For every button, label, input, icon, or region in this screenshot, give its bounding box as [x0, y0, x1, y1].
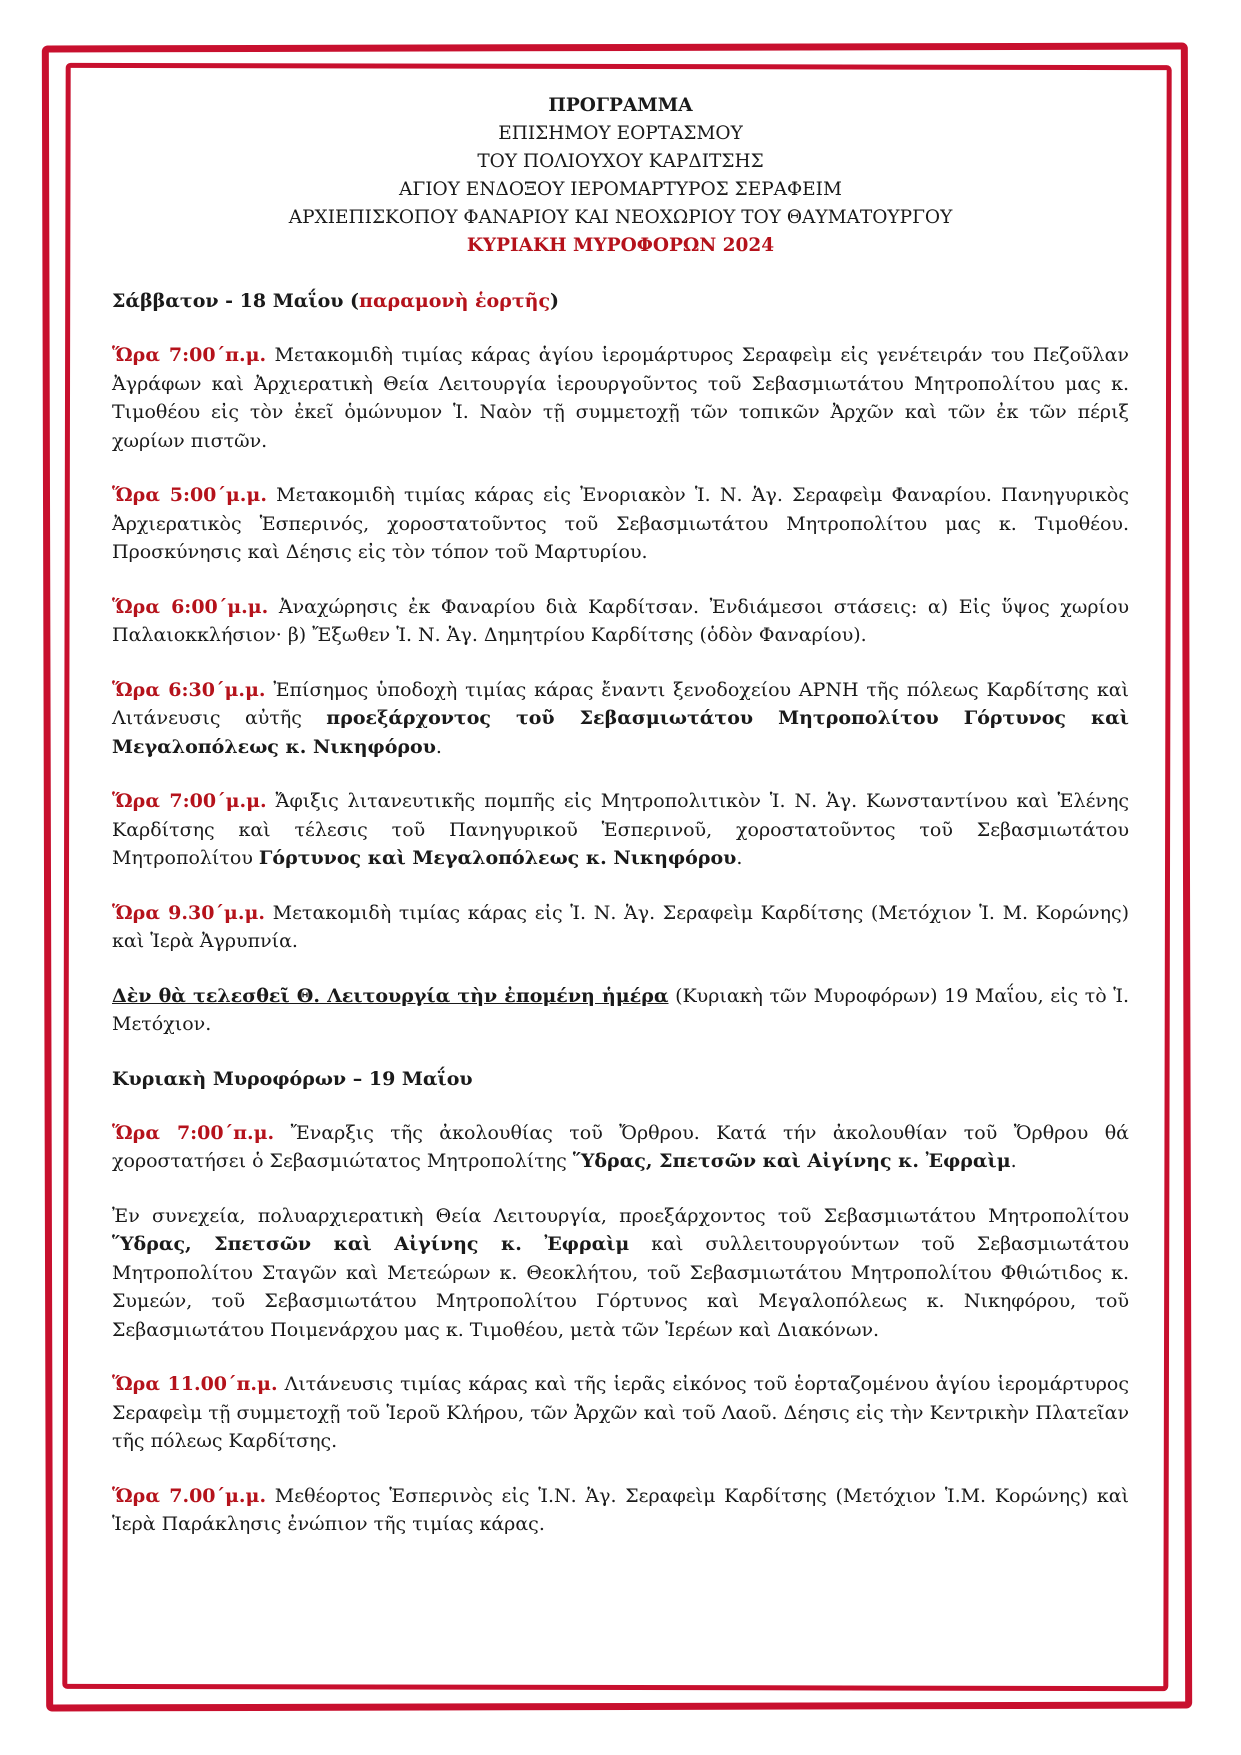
document-subtitle: ΚΥΡΙΑΚΗ ΜΥΡΟΦΟΡΩΝ 2024 — [466, 235, 775, 256]
entry-end: . — [1010, 1150, 1017, 1172]
header-line-4: ΑΡΧΙΕΠΙΣΚΟΠΟΥ ΦΑΝΑΡΙΟΥ ΚΑΙ ΝΕΟΧΩΡΙΟΥ ΤΟΥ ΘΑΥΜΑΤΟΥΡΓΟΥ — [288, 207, 953, 228]
header-line-1: ΕΠΙΣΗΜΟΥ ΕΟΡΤΑΣΜΟΥ — [498, 123, 743, 144]
entry-text: Ἀναχώρησις ἐκ Φαναρίου διὰ Καρδίτσαν. Ἐνδιάμεσοι στάσεις: α) Εἰς ὕψος χωρίου Παλαιοκκλήσιον· β) Ἔξωθεν Ἱ. Ν. Ἁγ. Δημητρίου Καρδίτσης (ὁδὸν Φαναρίου). — [112, 595, 1129, 646]
entry-text: Μετακομιδὴ τιμίας κάρας ἁγίου ἱερομάρτυρος Σεραφεὶμ εἰς γενέτειράν του Πεζοῦλαν Ἀγράφων καὶ Ἀρχιερατικὴ Θεία Λειτουργία ἱερουργοῦντος τοῦ Σεβασμιωτάτου Μητροπολίτου μας κ. Τιμοθέου εἰς τὸν ἐκεῖ ὁμώνυμον Ἱ. Ναὸν τῇ συμμετοχῇ τῶν τοπικῶν Ἀρχῶν καὶ τῶν ἐκ τῶν πέριξ χωρίων πιστῶν. — [112, 344, 1129, 452]
entry-time: Ὥρα 6:30΄μ.μ. — [112, 678, 266, 701]
entry-time: Ὥρα 7.00΄μ.μ. — [112, 1484, 267, 1507]
notice-underlined: Δὲν θὰ τελεσθεῖ Θ. Λειτουργία τὴν ἐπομένη ἡμέρα — [112, 984, 669, 1007]
day-note: παραμονὴ ἑορτῆς — [359, 290, 551, 312]
entry-text-start: Ἐν συνεχεία, πολυαρχιερατικὴ Θεία Λειτουργία, προεξάρχοντος τοῦ Σεβασμιωτάτου Μητροπολίτου — [112, 1204, 1129, 1227]
notice-text: (Κυριακὴ τῶν Μυροφόρων) 19 Μαΐου, εἰς τὸ Ἱ. Μετόχιον. — [112, 984, 1129, 1035]
document-title: ΠΡΟΓΡΑΜΜΑ — [548, 95, 693, 116]
day-label-close: ) — [550, 290, 560, 312]
entry-time: Ὥρα 11.00΄π.μ. — [112, 1373, 278, 1395]
entry-bold-text: Ὕδρας, Σπετσῶν καὶ Αἰγίνης κ. Ἐφραὶμ — [112, 1233, 630, 1255]
entry-text: Ἐπίσημος ὑποδοχὴ τιμίας κάρας ἔναντι ξενοδοχείου ΑΡΝΗ τῆς πόλεως Καρδίτσης καὶ Λιτάνευσις αὐτῆς — [112, 678, 1129, 729]
entry-time: Ὥρα 7:00΄π.μ. — [112, 344, 267, 366]
schedule-entry — [112, 1370, 1129, 1456]
schedule-entry — [112, 1482, 1129, 1539]
entry-text: Λιτάνευσις τιμίας κάρας καὶ τῆς ἱερᾶς εἰκόνος τοῦ ἑορταζομένου ἁγίου ἱερομάρτυρος Σεραφεὶμ τῇ συμμετοχῇ τοῦ Ἱεροῦ Κλήρου, τῶν Ἀρχῶν καὶ τοῦ Λαοῦ. Δέησις εἰς τὴν Κεντρικὴν Πλατεῖαν τῆς πόλεως Καρδίτσης. — [112, 1373, 1130, 1452]
schedule-entry — [112, 341, 1129, 455]
entry-text: Ἔναρξις τῆς ἀκολουθίας τοῦ Ὄρθρου. Κατά τήν ἀκολουθίαν τοῦ Ὄρθρου θά χοροστατήσει ὁ Σεβασμιώτατος Μητροπολίτης — [112, 1121, 1129, 1172]
schedule-entry — [112, 593, 1129, 650]
entry-text: Μετακομιδὴ τιμίας κάρας εἰς Ἱ. Ν. Ἁγ. Σεραφεὶμ Καρδίτσης (Μετόχιον Ἱ. Μ. Κορώνης) καὶ Ἱερὰ Ἀγρυπνία. — [112, 901, 1130, 952]
schedule-entry — [112, 1119, 1129, 1176]
document-body — [112, 92, 1129, 1539]
liturgy-notice — [112, 982, 1129, 1039]
schedule-entry — [112, 787, 1129, 873]
entry-time: Ὥρα 6:00΄μ.μ. — [112, 595, 269, 618]
day-label: Σάββατον - 18 Μαΐου ( — [112, 290, 360, 312]
header-line-2: ΤΟΥ ΠΟΛΙΟΥΧΟΥ ΚΑΡΔΙΤΣΗΣ — [477, 151, 764, 172]
entry-bold-text: Γόρτυνος καὶ Μεγαλοπόλεως κ. Νικηφόρου — [258, 847, 737, 869]
schedule-entry — [112, 1202, 1129, 1345]
entry-text: Μετακομιδὴ τιμίας κάρας εἰς Ἐνοριακὸν Ἱ. Ν. Ἁγ. Σεραφεὶμ Φαναρίου. Πανηγυρικὸς Ἀρχιερατικὸς Ἑσπερινός, χοροστατοῦντος τοῦ Σεβασμιωτάτου Μητροπολίτου μας κ. Τιμοθέου. Προσκύνησις καὶ Δέησις εἰς τὸν τόπον τοῦ Μαρτυρίου. — [112, 484, 1129, 563]
entry-text: Ἄφιξις λιτανευτικῆς πομπῆς εἰς Μητροπολιτικὸν Ἱ. Ν. Ἁγ. Κωνσταντίνου καὶ Ἑλένης Καρδίτσης καὶ τέλεσις τοῦ Πανηγυρικοῦ Ἑσπερινοῦ, χοροστατοῦντος τοῦ Σεβασμιωτάτου Μητροπολίτου — [112, 790, 1129, 869]
entry-time: Ὥρα 9.30΄μ.μ. — [112, 901, 265, 924]
entry-bold-text: προεξάρχοντος τοῦ Σεβασμιωτάτου Μητροπολίτου Γόρτυνος καὶ Μεγαλοπόλεως κ. Νικηφόρου — [112, 707, 1129, 758]
schedule-entry — [112, 676, 1129, 762]
day-heading-sunday: Κυριακὴ Μυροφόρων – 19 Μαΐου — [112, 1067, 473, 1090]
entry-time: Ὥρα 7:00΄μ.μ. — [112, 790, 267, 812]
day-heading-saturday — [112, 287, 1129, 315]
entry-bold-text: Ὕδρας, Σπετσῶν καὶ Αἰγίνης κ. Ἐφραὶμ — [572, 1150, 1011, 1172]
document-header — [112, 92, 1129, 260]
entry-text: καὶ συλλειτουργούντων τοῦ Σεβασμιωτάτου Μητροπολίτου Σταγῶν καὶ Μετεώρων κ. Θεοκλήτου, τοῦ Σεβασμιωτάτου Μητροπολίτου Φθιώτιδος κ. Συμεών, τοῦ Σεβασμιωτάτου Μητροπολίτου Γόρτυνος καὶ Μεγαλοπόλεως κ. Νικηφόρου, τοῦ Σεβασμιωτάτου Ποιμενάρχου μας κ. Τιμοθέου, μετὰ τῶν Ἱερέων καὶ Διακόνων. — [112, 1233, 1129, 1341]
schedule-entry — [112, 899, 1129, 956]
header-line-3: ΑΓΙΟΥ ΕΝΔΟΞΟΥ ΙΕΡΟΜΑΡΤΥΡΟΣ ΣΕΡΑΦΕΙΜ — [399, 179, 842, 200]
entry-end: . — [736, 847, 743, 869]
schedule-entry — [112, 481, 1129, 567]
entry-time: Ὥρα 7:00΄π.μ. — [112, 1121, 275, 1144]
entry-time: Ὥρα 5:00΄μ.μ. — [112, 484, 267, 506]
entry-text: Μεθέορτος Ἑσπερινὸς εἰς Ἱ.Ν. Ἁγ. Σεραφεὶμ Καρδίτσης (Μετόχιον Ἱ.Μ. Κορώνης) καὶ Ἱερὰ Παράκλησις ἐνώπιον τῆς τιμίας κάρας. — [112, 1484, 1129, 1535]
entry-end: . — [435, 735, 442, 758]
